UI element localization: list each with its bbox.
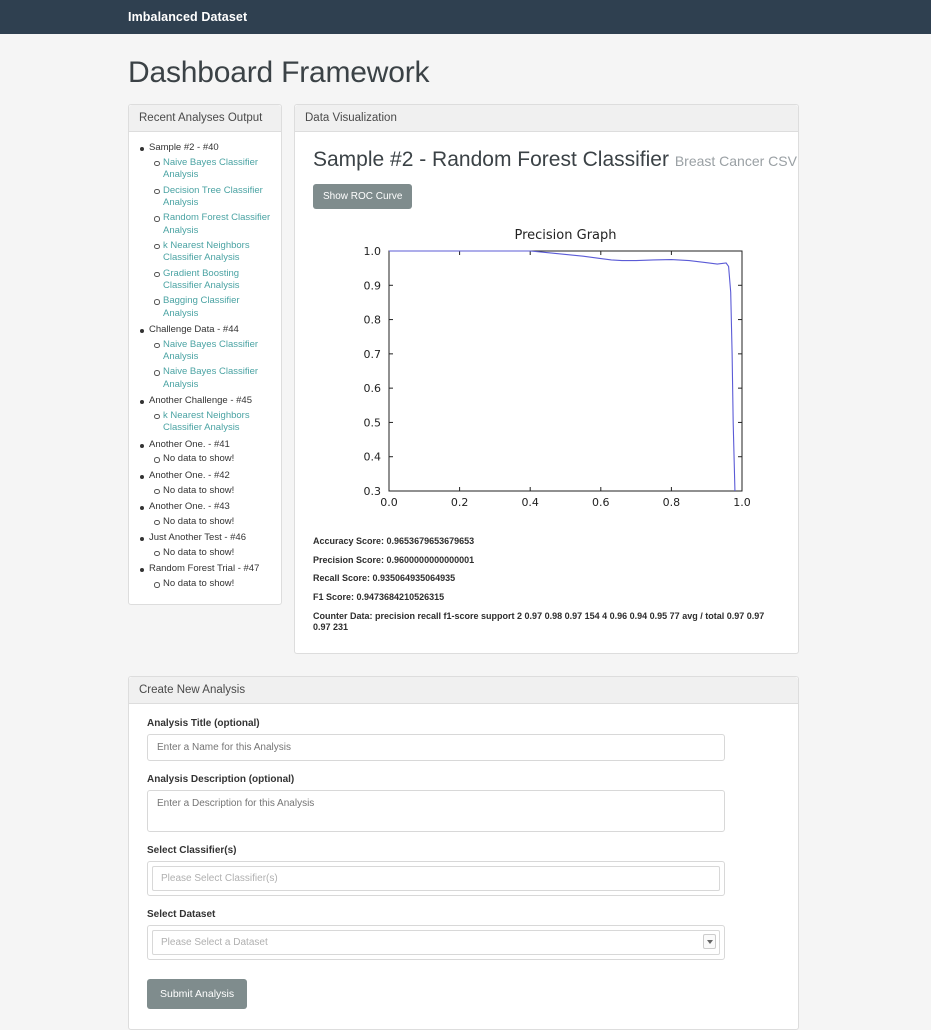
- group-children: [149, 157, 273, 320]
- list-item: [163, 268, 273, 293]
- svg-text:0.3: 0.3: [363, 485, 381, 498]
- group-children: [149, 516, 273, 528]
- precision-score: Precision Score: 0.9600000000000001: [313, 554, 475, 565]
- group-children: [149, 453, 273, 465]
- group-children: [149, 410, 273, 435]
- svg-text:1.0: 1.0: [732, 496, 751, 509]
- analysis-title-label: Analysis Title (optional): [147, 718, 260, 730]
- analysis-link[interactable]: Random Forest Classifier Analysis: [163, 212, 271, 236]
- list-item: [163, 366, 273, 391]
- group-label: Another Challenge - #45: [149, 395, 252, 407]
- data-visualization-panel: [294, 104, 799, 654]
- analysis-link[interactable]: Naive Bayes Classifier Analysis: [163, 366, 259, 390]
- svg-text:0.4: 0.4: [363, 450, 381, 464]
- list-item: [163, 295, 273, 320]
- group-children: [149, 485, 273, 497]
- select-dataset-input[interactable]: Please Select a Dataset: [152, 930, 720, 955]
- precision-chart-svg: [337, 221, 757, 526]
- page-title: Dashboard Framework: [128, 56, 430, 89]
- list-item: [149, 395, 273, 435]
- create-new-analysis-panel: [128, 676, 799, 1030]
- svg-text:0.8: 0.8: [662, 496, 680, 509]
- analysis-link[interactable]: Naive Bayes Classifier Analysis: [163, 156, 259, 181]
- list-item: [149, 142, 273, 320]
- f1-score: F1 Score: 0.9473684210526315: [313, 592, 445, 603]
- metrics-list: [313, 536, 780, 634]
- data-visualization-heading: Data Visualization: [295, 105, 798, 132]
- visualization-title-text: Sample #2 - Random Forest Classifier: [313, 148, 669, 171]
- analysis-description-group: [147, 774, 780, 832]
- svg-text:0.6: 0.6: [591, 496, 610, 509]
- select-classifiers-input[interactable]: Please Select Classifier(s): [152, 866, 720, 891]
- top-row: [128, 104, 799, 654]
- svg-text:0.6: 0.6: [363, 382, 381, 396]
- list-item: No data to show!: [163, 485, 273, 497]
- visualization-title: [313, 148, 797, 172]
- list-item: [149, 532, 273, 559]
- analysis-link[interactable]: Gradient Boosting Classifier Analysis: [163, 267, 240, 291]
- select-dataset-label: Select Dataset: [147, 909, 216, 921]
- select-classifiers-label: Select Classifier(s): [147, 845, 237, 857]
- list-item: [163, 157, 273, 182]
- top-navbar: [0, 0, 931, 34]
- select-dataset-wrap[interactable]: [147, 925, 725, 960]
- list-item: [149, 439, 273, 466]
- analysis-title-input[interactable]: [147, 734, 725, 761]
- group-label: Sample #2 - #40: [149, 142, 219, 153]
- accuracy-score: Accuracy Score: 0.9653679653679653: [313, 536, 475, 546]
- group-label: Random Forest Trial - #47: [149, 563, 260, 575]
- list-item: [149, 470, 273, 497]
- group-children: [149, 339, 273, 391]
- select-classifiers-wrap[interactable]: [147, 861, 725, 896]
- select-classifiers-group: [147, 845, 780, 896]
- list-item: No data to show!: [163, 547, 273, 559]
- group-label: Another One. - #42: [149, 469, 230, 481]
- group-label: Just Another Test - #46: [149, 532, 246, 544]
- list-item: No data to show!: [163, 516, 273, 528]
- svg-text:0.8: 0.8: [363, 313, 381, 327]
- list-item: [163, 212, 273, 237]
- svg-text:0.4: 0.4: [520, 496, 539, 509]
- select-dataset-group: [147, 909, 780, 960]
- svg-text:0.2: 0.2: [450, 496, 468, 509]
- svg-text:0.9: 0.9: [363, 279, 381, 293]
- recent-analyses-heading: Recent Analyses Output: [129, 105, 281, 132]
- navbar-brand[interactable]: Imbalanced Dataset: [128, 10, 248, 24]
- analysis-link[interactable]: Naive Bayes Classifier Analysis: [163, 338, 259, 363]
- precision-chart: [313, 221, 780, 526]
- recent-analyses-panel: [128, 104, 282, 605]
- visualization-subtitle: Breast Cancer CSV: [674, 153, 797, 169]
- analysis-link[interactable]: Decision Tree Classifier Analysis: [163, 184, 263, 208]
- show-roc-curve-button[interactable]: Show ROC Curve: [313, 184, 412, 209]
- analysis-description-input[interactable]: [147, 790, 725, 832]
- analyses-tree: [135, 142, 273, 590]
- group-children: [149, 578, 273, 590]
- list-item: No data to show!: [163, 453, 273, 465]
- content-area: [128, 104, 799, 1030]
- create-new-analysis-heading: Create New Analysis: [129, 677, 798, 704]
- svg-text:0.5: 0.5: [363, 416, 381, 430]
- svg-text:0.0: 0.0: [379, 496, 398, 509]
- analysis-description-label: Analysis Description (optional): [147, 774, 295, 786]
- analysis-link[interactable]: Bagging Classifier Analysis: [163, 295, 240, 319]
- svg-text:1.0: 1.0: [363, 245, 381, 258]
- group-children: [149, 547, 273, 559]
- data-visualization-body: [295, 132, 798, 653]
- counter-data: Counter Data: precision recall f1-score support 2 0.97 0.98 0.97 154 4 0.96 0.94 0.95 77 avg / total 0.97 0.97 0.97 231: [313, 610, 765, 633]
- analysis-link[interactable]: k Nearest Neighbors Classifier Analysis: [163, 239, 250, 264]
- list-item: No data to show!: [163, 578, 273, 590]
- list-item: [163, 240, 273, 265]
- recent-analyses-body: [129, 132, 281, 604]
- list-item: [149, 324, 273, 391]
- analysis-title-group: [147, 718, 780, 761]
- svg-text:Precision Graph: Precision Graph: [513, 228, 617, 243]
- chevron-down-icon[interactable]: [703, 934, 716, 949]
- submit-analysis-button[interactable]: Submit Analysis: [147, 979, 247, 1009]
- group-label: Another One. - #41: [149, 438, 230, 450]
- recall-score: Recall Score: 0.935064935064935: [313, 573, 456, 584]
- list-item: [149, 563, 273, 590]
- list-item: [163, 410, 273, 435]
- list-item: [163, 185, 273, 210]
- analysis-link[interactable]: k Nearest Neighbors Classifier Analysis: [163, 409, 250, 434]
- svg-text:0.7: 0.7: [363, 347, 381, 361]
- group-label: Challenge Data - #44: [149, 323, 239, 335]
- list-item: [149, 501, 273, 528]
- list-item: [163, 339, 273, 364]
- create-new-analysis-body: [129, 704, 798, 1029]
- group-label: Another One. - #43: [149, 500, 230, 512]
